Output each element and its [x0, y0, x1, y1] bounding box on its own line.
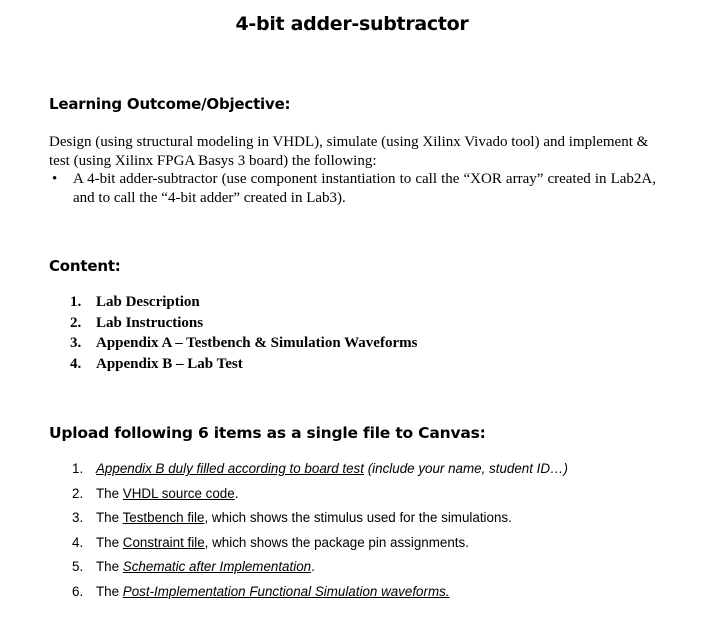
content-list — [70, 292, 417, 374]
item-prefix: The — [96, 485, 123, 501]
item-suffix: (include your name, student ID…) — [363, 461, 568, 476]
list-item — [72, 508, 568, 533]
objective-heading: Learning Outcome/Objective: — [49, 95, 291, 113]
testbench-file-link[interactable]: Testbench file — [122, 510, 205, 525]
list-item — [72, 484, 568, 509]
item-text: Lab Instructions — [96, 314, 204, 331]
item-text: Lab Description — [96, 294, 200, 310]
list-item — [72, 582, 568, 607]
list-item — [70, 354, 417, 375]
appendix-b-link[interactable]: Appendix B duly filled according to board test — [96, 461, 364, 476]
item-text: Appendix A – Testbench & Simulation Waveforms — [96, 335, 418, 352]
page-title: 4-bit adder-subtractor — [235, 13, 469, 35]
constraint-file-link[interactable]: Constraint file — [122, 534, 205, 550]
item-text: Appendix B – Lab Test — [96, 355, 243, 372]
simulation-waveforms-link[interactable]: Post-Implementation Functional Simulation waveforms. — [122, 583, 450, 599]
item-suffix: . — [311, 559, 315, 574]
vhdl-source-link[interactable]: VHDL source code — [122, 485, 235, 501]
item-number: 4. — [72, 534, 84, 550]
item-suffix: , which shows the package pin assignments. — [204, 534, 469, 550]
item-suffix: , which shows the stimulus used for the simulations. — [204, 510, 512, 525]
upload-heading: Upload following 6 items as a single file to Canvas: — [49, 424, 486, 442]
list-item — [70, 292, 417, 313]
list-item — [70, 313, 417, 334]
item-number: 5. — [72, 559, 84, 574]
item-number: 1. — [70, 294, 82, 310]
item-suffix: . — [234, 485, 239, 501]
list-item — [72, 459, 568, 484]
item-prefix: The — [96, 534, 123, 550]
item-number: 6. — [72, 583, 84, 599]
item-prefix: The — [96, 510, 123, 525]
item-prefix: The — [96, 559, 123, 574]
item-number: 2. — [72, 485, 84, 501]
item-prefix: The — [96, 583, 123, 599]
item-number: 3. — [70, 335, 82, 352]
item-number: 2. — [70, 314, 82, 331]
content-heading: Content: — [49, 257, 121, 275]
objective-bullet-text: A 4-bit adder-subtractor (use component instantiation to call the “XOR array” created in Lab2A, and to call the “4-bit adder” created in Lab3). — [73, 171, 656, 206]
item-number: 4. — [70, 355, 82, 372]
bullet-icon: • — [52, 171, 58, 187]
list-item — [70, 333, 417, 354]
list-item — [72, 533, 568, 558]
schematic-link[interactable]: Schematic after Implementation — [122, 559, 312, 574]
item-number: 1. — [72, 461, 84, 476]
list-item — [72, 557, 568, 582]
item-number: 3. — [72, 510, 84, 525]
objective-intro: Design (using structural modeling in VHDL), simulate (using Xilinx Vivado tool) and implement & test (using Xilinx FPGA Basys 3 board) the following: — [49, 134, 649, 169]
upload-list — [72, 459, 568, 606]
